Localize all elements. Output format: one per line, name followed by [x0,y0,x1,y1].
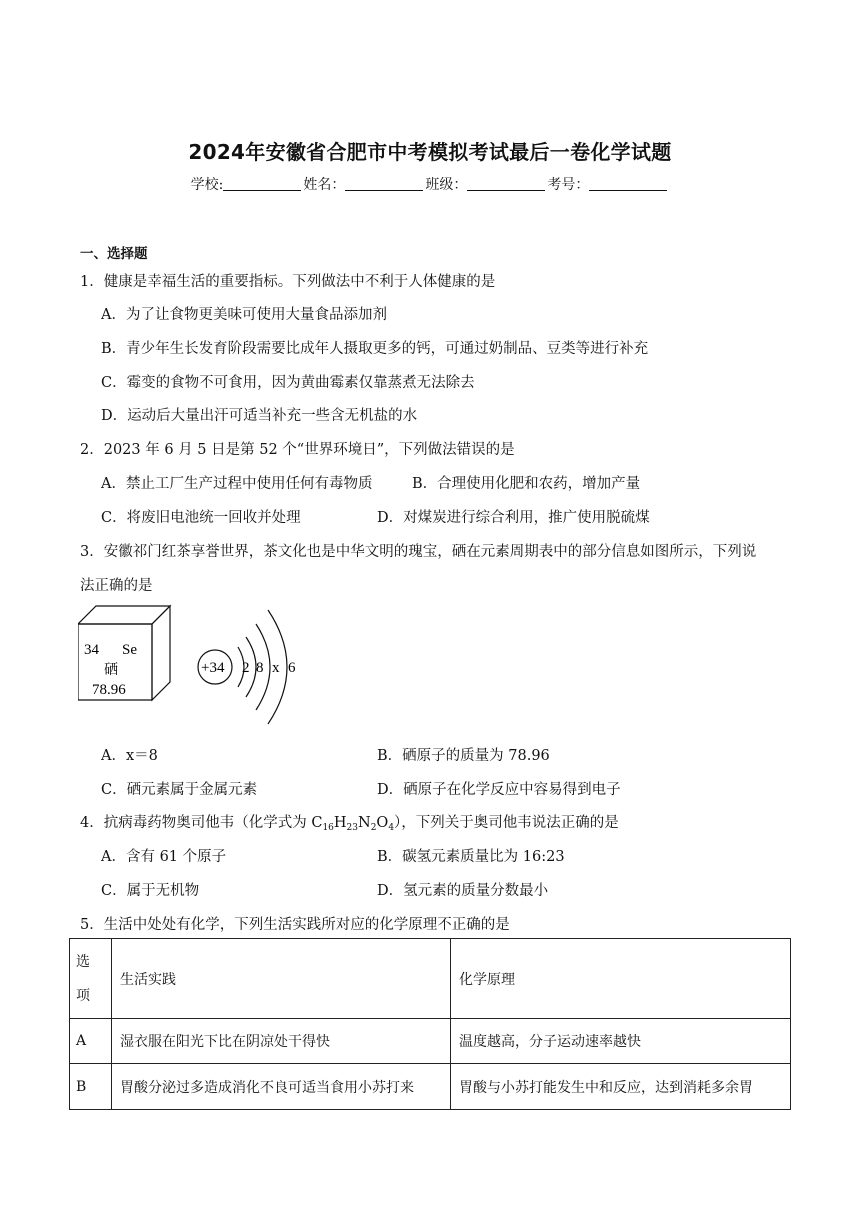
row-a-principle: 温度越高，分子运动速率越快 [451,1019,791,1064]
formula-sub-h: 23 [346,823,358,833]
element-name: 硒 [104,662,118,678]
formula-sub-o: 4 [388,823,395,833]
row-b-practice: 胃酸分泌过多造成消化不良可适当食用小苏打来 [112,1064,451,1110]
question-1-option-d: D．运动后大量出汗可适当补充一些含无机盐的水 [101,408,418,424]
class-blank[interactable] [467,176,545,191]
question-2-option-d: D．对煤炭进行综合利用，推广使用脱硫煤 [377,510,650,526]
question-5-table [69,938,791,1110]
atomic-number: 34 [84,642,99,658]
student-info [0,174,860,194]
question-4-option-a: A．含有 61 个原子 [101,849,227,865]
question-3-stem-line2: 法正确的是 [80,578,153,594]
question-2-option-c: C．将废旧电池统一回收并处理 [101,510,301,526]
table-row [70,1019,791,1064]
question-3-option-d: D．硒原子在化学反应中容易得到电子 [377,782,621,798]
question-4-option-c: C．属于无机物 [101,883,200,899]
section-title: 一、选择题 [80,246,148,262]
shell-4-count: 6 [288,660,296,676]
header-principle: 化学原理 [451,939,791,1019]
name-label: 姓名： [303,177,346,193]
shell-1-count: 2 [242,660,250,676]
number-blank[interactable] [589,176,667,191]
nucleus-charge: +34 [201,660,225,676]
class-label: 班级： [425,177,468,193]
question-4-option-d: D．氢元素的质量分数最小 [377,883,549,899]
row-a-practice: 湿衣服在阳光下比在阴凉处干得快 [112,1019,451,1064]
question-4-stem: 4．抗病毒药物奥司他韦（化学式为 $C_{16}H_{23}N_2O_4$），下列关于奥司他韦说法正确的是 [80,815,619,833]
formula-sub-c: 16 [322,823,334,833]
question-1-stem: 1．健康是幸福生活的重要指标。下列做法中不利于人体健康的是 [80,274,496,290]
question-3-option-c: C．硒元素属于金属元素 [101,782,258,798]
row-a-option: A [70,1019,112,1064]
question-5-stem: 5．生活中处处有化学，下列生活实践所对应的化学原理不正确的是 [80,917,510,933]
name-blank[interactable] [345,176,423,191]
header-practice: 生活实践 [112,939,451,1019]
question-3-stem-line1: 3．安徽祁门红茶享誉世界，茶文化也是中华文明的瑰宝，硒在元素周期表中的部分信息如图所示，下列说 [80,544,757,560]
formula-sub-n: 2 [370,823,377,833]
shell-2-count: 8 [256,660,264,676]
cube-top [78,606,170,624]
cube-side [152,606,170,700]
question-1-option-c: C．霉变的食物不可食用，因为黄曲霉素仅靠蒸煮无法除去 [101,375,475,391]
page-title: 2024年安徽省合肥市中考模拟考试最后一卷化学试题 [188,140,672,164]
question-3-option-b: B．硒原子的质量为 78.96 [377,748,550,764]
question-1-option-b: B．青少年生长发育阶段需要比成年人摄取更多的钙，可通过奶制品、豆类等进行补充 [101,341,649,357]
selenium-figure [78,600,318,732]
table-header-row [70,939,791,1019]
question-2-option-b: B．合理使用化肥和农药，增加产量 [412,476,641,492]
row-b-option: B [70,1064,112,1110]
question-2-stem: 2．2023 年 6 月 5 日是第 52 个“世界环境日”，下列做法错误的是 [80,442,515,458]
question-2-option-a: A．禁止工厂生产过程中使用任何有毒物质 [101,476,373,492]
element-symbol: Se [122,642,137,658]
school-label: 学校: [190,177,224,193]
question-4-option-b: B．碳氢元素质量比为 16:23 [377,849,565,865]
question-3-option-a: A．x＝8 [101,748,158,764]
row-b-principle: 胃酸与小苏打能发生中和反应，达到消耗多余胃 [451,1064,791,1110]
atomic-mass: 78.96 [92,682,126,698]
number-label: 考号： [547,177,590,193]
shell-3-count: x [272,660,280,676]
table-row [70,1064,791,1110]
header-option: 选 项 [70,939,112,1019]
question-1-option-a: A．为了让食物更美味可使用大量食品添加剂 [101,307,387,323]
school-blank[interactable] [223,176,301,191]
